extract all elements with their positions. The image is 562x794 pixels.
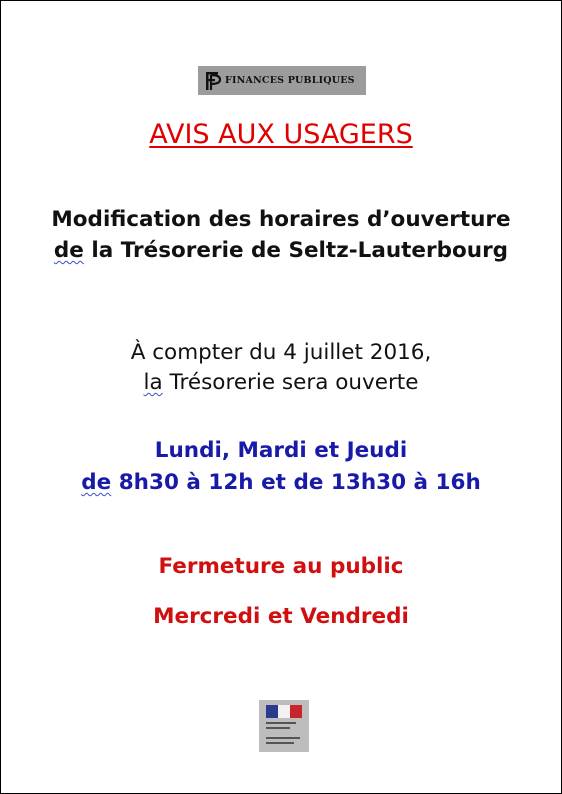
opening-hours-start: de <box>81 470 112 495</box>
announcement-line-1: À compter du 4 juillet 2016, <box>130 340 432 365</box>
logo-text-line <box>266 722 296 724</box>
announcement-line-2 <box>0 368 562 398</box>
finances-publiques-brand: FINANCES PUBLIQUES <box>225 75 355 86</box>
subtitle-line-1: Modification des horaires d’ouverture <box>51 207 511 232</box>
ministry-logo <box>259 700 309 752</box>
logo-text-line <box>266 742 294 744</box>
closure-label: Fermeture au public <box>158 554 404 579</box>
fp-emblem-icon <box>204 70 222 92</box>
logo-text-line <box>266 737 300 739</box>
french-flag-icon <box>266 705 302 718</box>
finances-publiques-logo <box>198 66 366 95</box>
announcement-line-2-rest: Trésorerie sera ouverte <box>162 370 419 395</box>
announcement-line-2-start: la <box>143 370 163 395</box>
subtitle-line-2-rest: la Trésorerie de Seltz-Lauterbourg <box>83 238 509 263</box>
opening-hours <box>0 468 562 498</box>
logo-text-line <box>266 727 290 729</box>
subtitle-line-2 <box>0 236 562 266</box>
opening-days: Lundi, Mardi et Jeudi <box>154 438 408 463</box>
opening-hours-rest: 8h30 à 12h et de 13h30 à 16h <box>111 470 481 495</box>
notice-title: AVIS AUX USAGERS <box>149 119 413 150</box>
closure-days: Mercredi et Vendredi <box>153 604 409 629</box>
subtitle-line-2-start: de <box>53 238 84 263</box>
